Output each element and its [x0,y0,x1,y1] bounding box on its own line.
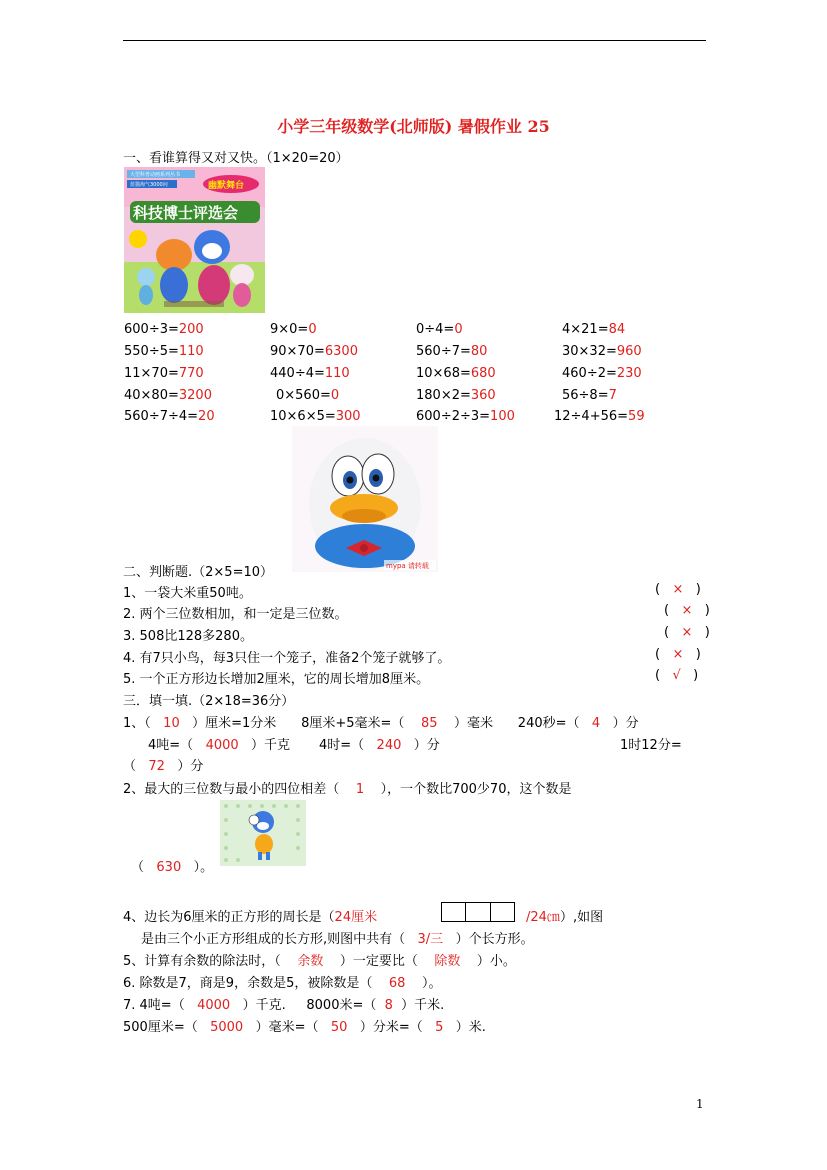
judge-item-3: 3. 508比128多280。 [123,629,253,644]
calc-item: 9×0=0 [270,322,317,337]
calc-item: 0×560=0 [276,388,340,403]
calc-item: 550÷5=110 [124,344,204,359]
page-title: 小学三年级数学(北师版) 暑假作业 25 [277,117,550,136]
calc-item: 30×32=960 [562,344,642,359]
book-series-text: 大型科普动画系列丛书 [130,172,181,178]
calc-item: 0÷4=0 [416,322,463,337]
fill-q5: 5、计算有余数的除法时，（ 余数 ）一定要比（ 除数 ）小。 [123,954,516,969]
judge-mark-1: ( × ) [655,582,701,597]
book-cover-image [124,167,265,313]
fill-q1-line2: 4吨=（ 4000 ）千克 4时=（ 240 ）分 [148,738,440,753]
judge-item-5: 5. 一个正方形边长增加2厘米，它的周长增加8厘米。 [123,672,430,687]
fill-q4-line1a: 4、边长为6厘米的正方形的周长是（24厘米 [123,910,378,925]
calc-item: 11×70=770 [124,366,204,381]
duck-egg-image [292,426,438,572]
calc-item: 4×21=84 [562,322,626,337]
judge-mark-3: ( × ) [664,625,710,640]
duck-watermark-text: mypa 请转载 [386,562,429,570]
book-badge-text: 幽默舞台 [208,181,245,191]
judge-mark-5: ( √ ) [655,668,699,683]
calc-row-0 [124,322,204,337]
judge-item-4: 4. 有7只小鸟，每3只住一个笼子，准备2个笼子就够了。 [123,651,451,666]
calc-item: 560÷7÷4=20 [124,409,215,424]
calc-item: 560÷7=80 [416,344,488,359]
fill-q2-line1: 2、最大的三位数与最小的四位相差（ 1 ），一个数比700少70，这个数是 [123,782,572,797]
calc-item: 10×68=680 [416,366,496,381]
section-2-heading: 二、判断题.（2×5=10） [123,565,274,580]
judge-mark-4: ( × ) [655,647,701,662]
fill-q1-line1: 1、（ 10 ）厘米=1分米 8厘米+5毫米=（ 85 ）毫米 240秒=（ 4 ）分 [123,716,639,731]
calc-item: 56÷8=7 [562,388,617,403]
calc-item: 600÷3=200 [124,322,204,337]
fill-q4-line1b: /24㎝）,如图 [526,910,604,925]
calc-item: 12÷4+56=59 [554,409,645,424]
calc-item: 600÷2÷3=100 [416,409,515,424]
calc-item: 460÷2=230 [562,366,642,381]
fill-q4-line2: 是由三个小正方形组成的长方形,则图中共有（ 3/三 ）个长方形。 [141,932,534,947]
calc-item: 440÷4=110 [270,366,350,381]
section-3-heading: 三．填一填.（2×18=36分） [123,694,295,709]
calc-item: 180×2=360 [416,388,496,403]
fill-q7-line2: 500厘米=（ 5000 ）毫米=（ 50 ）分米=（ 5 ）米. [123,1020,486,1035]
book-main-title: 科技博士评选会 [133,204,239,222]
judge-mark-2: ( × ) [664,603,710,618]
fill-q2-line2: （ 630 ）。 [131,860,214,875]
book-subtitle-text: 蓝猫淘气3000问 [130,182,168,188]
three-squares-figure [441,902,515,922]
header-rule [123,40,706,41]
calc-item: 90×70=6300 [270,344,358,359]
calc-item: 40×80=3200 [124,388,212,403]
fill-q1-line3: （ 72 ）分 [123,759,204,774]
fill-q1-line2b: 1时12分= [620,738,682,753]
page-number: 1 [696,1097,704,1111]
section-1-heading: 一、看谁算得又对又快。（1×20=20） [123,151,349,166]
fill-q6: 6. 除数是7，商是9，余数是5，被除数是（ 68 ）。 [123,976,442,991]
judge-item-1: 1、一袋大米重50吨。 [123,586,252,601]
blue-cat-image [220,800,306,866]
fill-q7-line1: 7. 4吨=（ 4000 ）千克. 8000米=（ 8 ）千米. [123,998,445,1013]
calc-item: 10×6×5=300 [270,409,361,424]
judge-item-2: 2. 两个三位数相加，和一定是三位数。 [123,607,348,622]
